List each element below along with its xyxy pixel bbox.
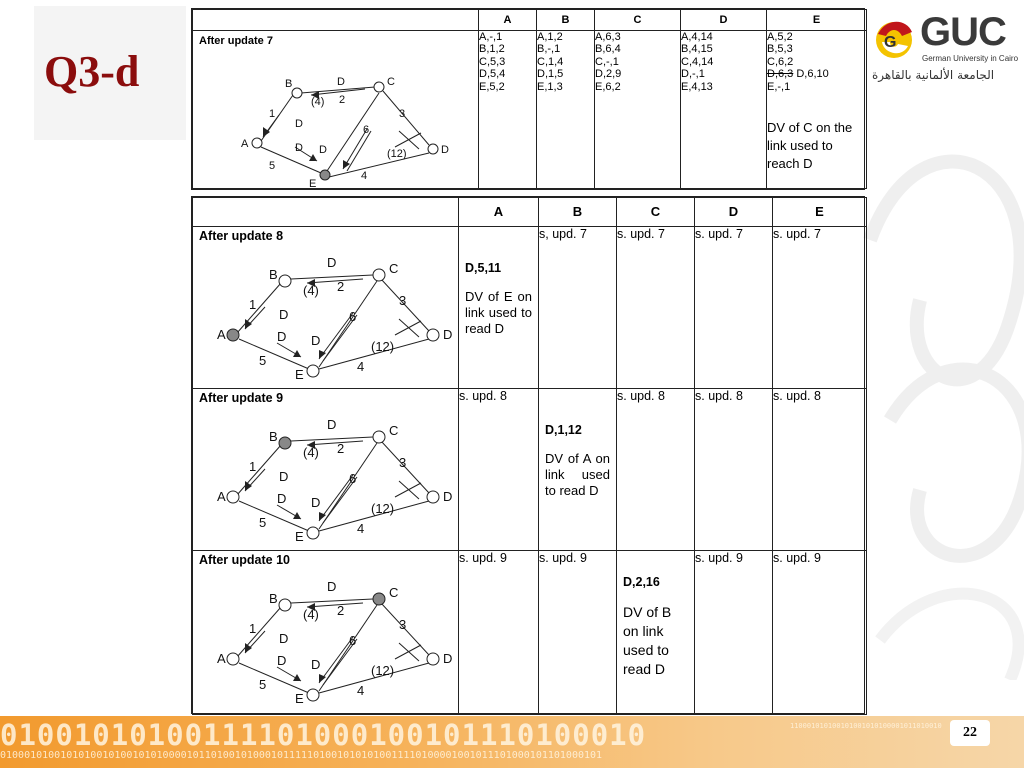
svg-text:E: E — [295, 691, 304, 705]
table2-col-b: B — [539, 198, 617, 227]
svg-text:C: C — [389, 423, 399, 438]
node-c — [373, 431, 385, 443]
footer-binary-large: 01001010100111101000100101110100010 — [0, 718, 647, 752]
update-9-result: D,1,12 — [545, 423, 582, 437]
node-d-label: D — [441, 144, 449, 156]
node-c — [374, 82, 384, 92]
svg-text:D: D — [311, 657, 321, 672]
table1-col-e: E — [767, 10, 867, 31]
edge-ec-weight: 6 — [363, 124, 370, 136]
update-9-note: DV of A on link used to read D — [545, 451, 610, 498]
svg-text:D: D — [443, 327, 453, 342]
node-b-highlight — [279, 437, 291, 449]
footer-binary-tiny: 110001010100101001010100001011010010 — [790, 722, 942, 730]
svg-text:(4): (4) — [303, 283, 319, 298]
table2-r9-cell-e: s. upd. 8 — [773, 389, 867, 551]
guc-logo-text: GUC — [920, 10, 1006, 54]
svg-text:D: D — [277, 329, 287, 344]
table2-col-c: C — [617, 198, 695, 227]
node-e — [307, 689, 319, 701]
guc-logo-subtitle: German University in Cairo — [922, 54, 1019, 63]
table2-r8-cell-c: s. upd. 7 — [617, 227, 695, 389]
table2-corner — [193, 198, 459, 227]
svg-text:D: D — [277, 491, 287, 506]
node-a — [227, 653, 239, 665]
table2-col-a: A — [459, 198, 539, 227]
svg-text:C: C — [389, 585, 399, 600]
node-e-label: E — [309, 178, 317, 190]
svg-text:(12): (12) — [371, 663, 395, 678]
table1-cell-d: A,4,14 B,4,15 C,4,14 D,-,1 E,4,13 — [681, 31, 767, 189]
arrow-label-d: D — [337, 76, 345, 88]
table2-row-label-cell-10 — [193, 551, 459, 715]
node-d — [428, 144, 438, 154]
node-d — [427, 329, 439, 341]
table1-row-label-cell — [193, 31, 479, 189]
svg-text:C: C — [389, 261, 399, 276]
svg-text:2: 2 — [337, 279, 345, 294]
table2-r9-cell-b — [539, 389, 617, 551]
table2-r9-cell-a: s. upd. 8 — [459, 389, 539, 551]
network-graph-update-8 — [215, 249, 455, 381]
arrow-label-d: D — [295, 118, 303, 130]
svg-text:4: 4 — [357, 683, 365, 698]
svg-text:3: 3 — [399, 617, 407, 632]
table1-col-b: B — [537, 10, 595, 31]
svg-text:6: 6 — [349, 471, 357, 486]
svg-text:4: 4 — [357, 359, 365, 374]
row-label-update-10: After update 10 — [199, 553, 290, 567]
slide-title: Q3-d — [44, 47, 140, 96]
table2-row-label-cell-9 — [193, 389, 459, 551]
bc-cost: (4) — [311, 96, 325, 108]
svg-text:A: A — [217, 327, 226, 342]
table-updates-8-10 — [191, 196, 865, 714]
svg-text:3: 3 — [399, 455, 407, 470]
node-b — [279, 599, 291, 611]
table1-col-c: C — [595, 10, 681, 31]
svg-text:6: 6 — [349, 309, 357, 324]
guc-logo-arabic: الجامعة الألمانية بالقاهرة — [872, 68, 995, 82]
footer-binary-small: 0100010100101010010100101010000101101001010001011111010010101010011110100001001011101000101101000101 — [0, 750, 603, 761]
svg-text:D: D — [443, 489, 453, 504]
arrow-label-d: D — [295, 142, 303, 154]
edge-ae-weight: 5 — [269, 160, 276, 172]
table2-col-d: D — [695, 198, 773, 227]
table1-cell-c: A,6,3 B,6,4 C,-,1 D,2,9 E,6,2 — [595, 31, 681, 189]
update-8-note: DV of E on link used to read D — [465, 289, 532, 336]
svg-text:D: D — [279, 469, 289, 484]
network-graph-update-7 — [223, 53, 453, 191]
edge-cd-weight: 3 — [399, 108, 406, 120]
svg-text:E: E — [295, 529, 304, 543]
footer-banner — [0, 716, 1024, 768]
node-c — [373, 269, 385, 281]
table1-cell-a: A,-,1 B,1,2 C,5,3 D,5,4 E,5,2 — [479, 31, 537, 189]
svg-text:(4): (4) — [303, 445, 319, 460]
dv-table-1 — [192, 9, 867, 189]
svg-text:D: D — [443, 651, 453, 666]
node-b — [279, 275, 291, 287]
node-c-label: C — [387, 76, 395, 88]
svg-text:3: 3 — [399, 293, 407, 308]
table2-col-e: E — [773, 198, 867, 227]
svg-text:1: 1 — [249, 297, 257, 312]
node-e — [307, 365, 319, 377]
table1-col-a: A — [479, 10, 537, 31]
node-b-label: B — [285, 78, 293, 90]
guc-logo — [870, 10, 1020, 94]
table-update-7 — [191, 8, 865, 190]
svg-text:E: E — [295, 367, 304, 381]
svg-text:5: 5 — [259, 515, 267, 530]
table2-r8-cell-d: s. upd. 7 — [695, 227, 773, 389]
svg-text:D: D — [327, 417, 337, 432]
svg-text:4: 4 — [357, 521, 365, 536]
svg-text:D: D — [327, 579, 337, 594]
table1-col-d: D — [681, 10, 767, 31]
svg-text:D: D — [279, 307, 289, 322]
table2-r10-cell-d: s. upd. 9 — [695, 551, 773, 715]
node-a — [252, 138, 262, 148]
node-a-label: A — [241, 138, 249, 150]
table1-cell-e: A,5,2 B,5,3 C,6,2 D,6,3 D,6,10 E,-,1 DV of C on the link used to reach D — [767, 31, 867, 189]
svg-text:2: 2 — [337, 603, 345, 618]
table2-r8-cell-b: s, upd. 7 — [539, 227, 617, 389]
network-graph-update-9 — [215, 411, 455, 543]
svg-text:B: B — [269, 429, 278, 444]
svg-text:A: A — [217, 651, 226, 666]
table2-r9-cell-d: s. upd. 8 — [695, 389, 773, 551]
svg-text:B: B — [269, 267, 278, 282]
svg-text:(12): (12) — [371, 339, 395, 354]
node-d — [427, 653, 439, 665]
svg-text:1: 1 — [249, 621, 257, 636]
svg-text:A: A — [217, 489, 226, 504]
table2-row-label-cell-8 — [193, 227, 459, 389]
node-c-highlight — [373, 593, 385, 605]
background-rings — [860, 120, 1024, 680]
ed-cost: (12) — [387, 148, 407, 160]
table2-r10-cell-c — [617, 551, 695, 715]
node-a — [227, 491, 239, 503]
table1-e-note: DV of C on the link used to reach D — [767, 120, 853, 172]
svg-text:D: D — [277, 653, 287, 668]
node-b — [292, 88, 302, 98]
node-e-highlight — [320, 170, 330, 180]
svg-text:(4): (4) — [303, 607, 319, 622]
arrow-label-d: D — [319, 144, 327, 156]
svg-text:D: D — [311, 333, 321, 348]
table2-r9-cell-c: s. upd. 8 — [617, 389, 695, 551]
update-10-result: D,2,16 — [623, 575, 660, 589]
edge-ab-weight: 1 — [269, 108, 276, 120]
node-d — [427, 491, 439, 503]
svg-text:5: 5 — [259, 353, 267, 368]
table2-r10-cell-a: s. upd. 9 — [459, 551, 539, 715]
svg-text:1: 1 — [249, 459, 257, 474]
table2-r8-cell-e: s. upd. 7 — [773, 227, 867, 389]
table2-r8-cell-a — [459, 227, 539, 389]
network-graph-update-10 — [215, 573, 455, 705]
table2-r10-cell-b: s. upd. 9 — [539, 551, 617, 715]
table1-cell-b: A,1,2 B,-,1 C,1,4 D,1,5 E,1,3 — [537, 31, 595, 189]
update-10-note: DV of B on link used to read D — [623, 604, 672, 677]
node-a-highlight — [227, 329, 239, 341]
svg-text:5: 5 — [259, 677, 267, 692]
table1-corner — [193, 10, 479, 31]
row-label-update-9: After update 9 — [199, 391, 284, 405]
svg-text:D: D — [279, 631, 289, 646]
svg-text:(12): (12) — [371, 501, 395, 516]
struck-entry: D,6,3 — [767, 68, 794, 81]
svg-text:6: 6 — [349, 633, 357, 648]
node-e — [307, 527, 319, 539]
row-label-update-7: After update 7 — [199, 35, 273, 47]
svg-text:2: 2 — [337, 441, 345, 456]
row-label-update-8: After update 8 — [199, 229, 284, 243]
table2-r10-cell-e: s. upd. 9 — [773, 551, 867, 715]
guc-logo-mark-icon — [872, 16, 918, 62]
edge-bc-weight: 2 — [339, 94, 346, 106]
dv-table-2 — [192, 197, 867, 715]
svg-text:B: B — [269, 591, 278, 606]
page-number: 22 — [950, 720, 990, 746]
svg-text:G: G — [884, 34, 897, 51]
svg-text:D: D — [327, 255, 337, 270]
svg-text:D: D — [311, 495, 321, 510]
edge-ed-weight: 4 — [361, 170, 368, 182]
update-8-result: D,5,11 — [465, 261, 502, 275]
